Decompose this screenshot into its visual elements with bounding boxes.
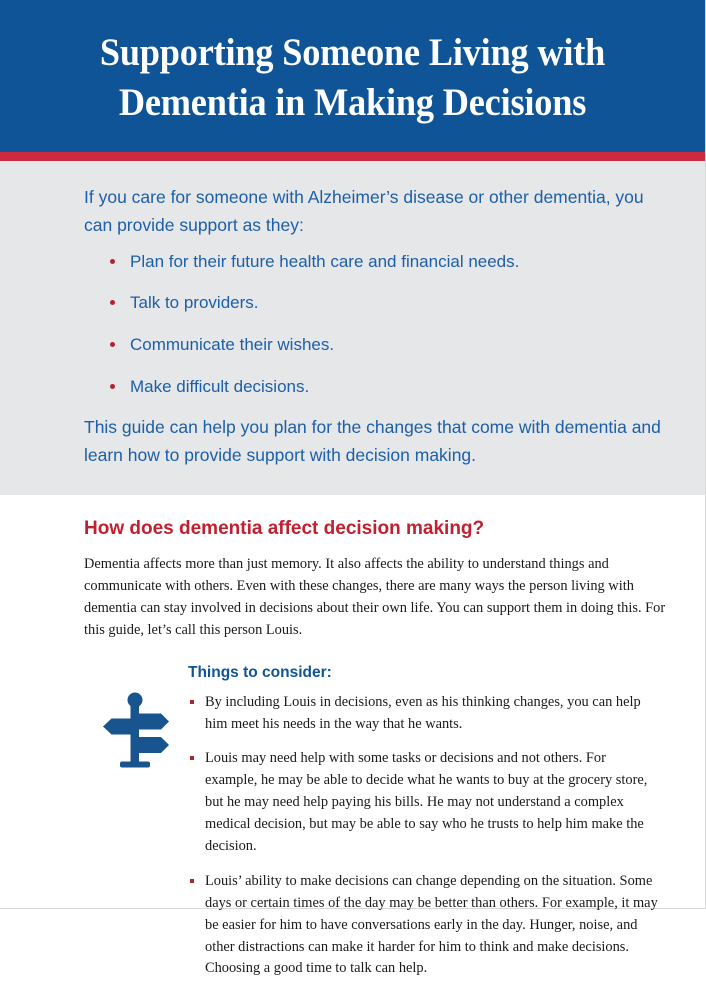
intro-closing-text: This guide can help you plan for the changes that come with dementia and learn how to provide support with decision making.	[84, 416, 661, 466]
list-item: By including Louis in decisions, even as his thinking changes, you can help him meet his needs in the way that he wants.	[188, 692, 661, 736]
consider-column	[188, 664, 677, 993]
list-item: Talk to providers.	[108, 291, 661, 315]
section-heading: How does dementia affect decision making?	[84, 518, 485, 540]
signpost-icon	[99, 692, 173, 775]
intro-block	[0, 161, 705, 496]
intro-bullet-list	[84, 250, 661, 399]
header-banner	[0, 0, 705, 152]
section-paragraph: Dementia affects more than just memory. It also affects the ability to understand things and communicate with others. Even with these changes, there are many ways the person living with dementia can stay involved in decisions about their own life. You can support them in doing this. For this guide, let’s call this person Louis.	[84, 556, 666, 638]
consider-bullet-list	[188, 692, 661, 981]
things-to-consider-section	[84, 664, 677, 993]
page-title: Supporting Someone Living with Dementia in Making Decisions	[99, 31, 606, 124]
list-item: Plan for their future health care and financial needs.	[108, 250, 661, 274]
consider-heading: Things to consider:	[188, 663, 332, 681]
intro-lead-text: If you care for someone with Alzheimer’s disease or other dementia, you can provide support as they:	[84, 186, 644, 236]
main-content	[0, 495, 705, 993]
icon-column	[84, 664, 188, 775]
list-item: Communicate their wishes.	[108, 333, 661, 357]
list-item: Louis may need help with some tasks or decisions and not others. For example, he may be able to decide what he wants to buy at the grocery store, but he may need help paying his bills. He may not understand a complex medical decision, but may be able to say who he trusts to help him make the decision.	[188, 748, 661, 857]
list-item: Louis’ ability to make decisions can change depending on the situation. Some days or certain times of the day may be better than others. For example, it may be easier for him to have conversations early in the day. Hunger, noise, and other distractions can make it harder for him to think and make decisions. Choosing a good time to talk can help.	[188, 871, 661, 980]
list-item: Make difficult decisions.	[108, 375, 661, 399]
red-divider-rule	[0, 152, 705, 161]
